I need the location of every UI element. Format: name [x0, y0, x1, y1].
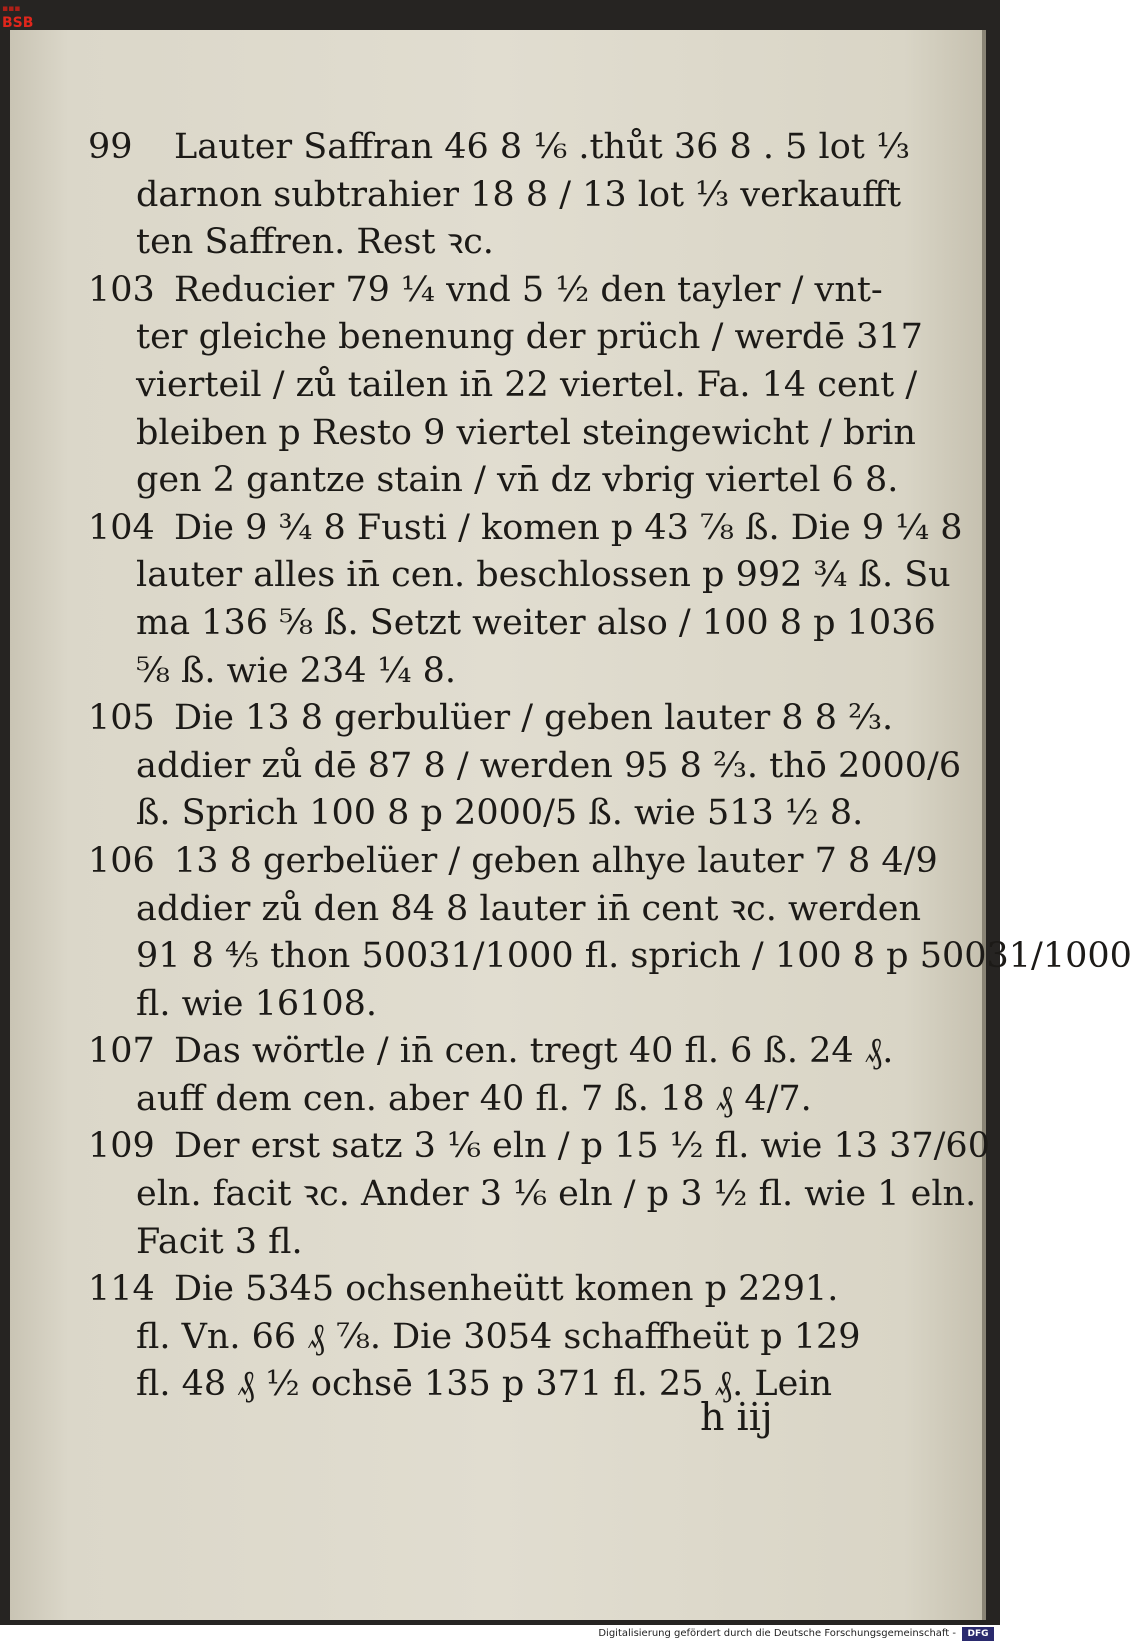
entry-line	[88, 1076, 948, 1124]
entry-text: fl. Vn. 66 ₰ ⅞. Die 3054 schaffheüt p 129	[136, 1316, 861, 1357]
entry-text: ß. Sprich 100 8 p 2000/5 ß. wie 513 ½ 8.	[136, 793, 864, 834]
entry-line	[88, 410, 948, 458]
entry-line	[88, 1219, 948, 1267]
entry-line	[88, 1314, 948, 1362]
entry-number: 105	[88, 698, 155, 739]
entry-line	[88, 1171, 977, 1219]
entry-text: Die 5345 ochsenheütt komen p 2291.	[174, 1269, 839, 1310]
entry-text: Lauter Saffran 46 8 ⅙ .thůt 36 8 . 5 lot ⅓	[174, 127, 910, 167]
entry	[88, 695, 962, 838]
catchword: h iij	[700, 1395, 773, 1439]
entry-text: lauter alles in̄ cen. beschlossen p 992 ¾ ß. Su	[136, 555, 951, 596]
entry-line	[88, 362, 948, 410]
entry-line	[88, 790, 948, 838]
entry-first-line	[88, 124, 948, 172]
entry-line	[88, 743, 962, 791]
entry-line	[88, 172, 948, 220]
footer-credit: Digitalisierung gefördert durch die Deutsche Forschungsgemeinschaft -	[598, 1628, 956, 1639]
entry-text: fl. 48 ₰ ½ ochsē 135 p 371 fl. 25 ₰. Lein	[136, 1364, 833, 1405]
entry-text: Reducier 79 ¼ vnd 5 ½ den tayler / vnt-	[174, 269, 883, 310]
entry-number: 109	[88, 1126, 155, 1167]
entry-line	[88, 981, 948, 1029]
entry-first-line	[88, 695, 948, 743]
entry-number: 104	[88, 507, 155, 548]
entry-text: 13 8 gerbelüer / geben alhye lauter 7 8 4/9	[174, 840, 938, 881]
entry-first-line	[88, 505, 963, 553]
entry-line	[88, 552, 951, 600]
entry-first-line	[88, 267, 948, 315]
entry-text: addier zů den 84 8 lauter in̄ cent ꝛc. werden	[136, 888, 922, 929]
entry-text: Die 13 8 gerbulüer / geben lauter 8 8 ⅔.	[174, 698, 894, 739]
entry-line	[88, 600, 948, 648]
entry-text: ter gleiche benenung der prüch / werdē 317	[136, 317, 923, 358]
entry-line	[88, 457, 948, 505]
entry	[88, 124, 948, 267]
entry	[88, 505, 963, 695]
entry-first-line	[88, 1123, 990, 1171]
entry	[88, 1266, 948, 1409]
bsb-logo-mark: ▪▪▪	[2, 4, 21, 14]
entry-text: Das wörtle / in̄ cen. tregt 40 fl. 6 ß. 24 ₰.	[174, 1031, 894, 1072]
footer-bar	[0, 1625, 1000, 1645]
entry-text: auff dem cen. aber 40 fl. 7 ß. 18 ₰ 4/7.	[136, 1078, 812, 1119]
entry-text: 91 8 ⅘ thon 50031/1000 fl. sprich / 100 8 p 50031/1000	[136, 936, 1132, 977]
entry-number: 107	[88, 1031, 155, 1072]
entry-first-line	[88, 1266, 948, 1314]
entry-line	[88, 648, 948, 696]
entry	[88, 267, 948, 505]
entry-text: vierteil / zů tailen in̄ 22 viertel. Fa. 14 cent /	[136, 364, 918, 405]
entry-text: ma 136 ⅝ ß. Setzt weiter also / 100 8 p 1036	[136, 602, 936, 643]
entry-number: 103	[88, 269, 155, 310]
entry-number: 106	[88, 840, 155, 881]
dfg-logo: DFG	[962, 1627, 994, 1641]
entry-line	[88, 886, 948, 934]
entry-line	[88, 1361, 948, 1409]
entry-line	[88, 314, 948, 362]
entry-text: eln. facit ꝛc. Ander 3 ⅙ eln / p 3 ½ fl. wie 1 eln.	[136, 1174, 977, 1215]
entry-text: bleiben p Resto 9 viertel steingewicht / brin	[136, 412, 916, 453]
entry-text: ten Saffren. Rest ꝛc.	[136, 222, 494, 263]
page-text	[88, 124, 1132, 1409]
entry-text: Facit 3 fl.	[136, 1221, 303, 1262]
entry-text: ⅝ ß. wie 234 ¼ 8.	[136, 650, 457, 691]
entry	[88, 1028, 948, 1123]
entry	[88, 1123, 990, 1266]
entry-first-line	[88, 1028, 948, 1076]
entry-text: addier zů dē 87 8 / werden 95 8 ⅔. thō 2000/6	[136, 745, 962, 786]
entry-line	[88, 219, 948, 267]
entry-number: 114	[88, 1269, 155, 1310]
entry-text: Der erst satz 3 ⅙ eln / p 15 ½ fl. wie 13 37/60	[174, 1126, 990, 1167]
entry-text: Die 9 ¾ 8 Fusti / komen p 43 ⅞ ß. Die 9 ¼ 8	[174, 507, 963, 548]
entry-line	[88, 933, 1132, 981]
entry-first-line	[88, 838, 948, 886]
entry-number: 99	[88, 127, 133, 167]
entry-text: fl. wie 16108.	[136, 983, 378, 1024]
entry	[88, 838, 1132, 1028]
entry-text: darnon subtrahier 18 8 / 13 lot ⅓ verkaufft	[136, 174, 902, 215]
entry-text: gen 2 gantze stain / vn̄ dz vbrig viertel 6 8.	[136, 460, 899, 501]
bsb-logo-text: BSB	[2, 15, 34, 31]
bsb-logo	[2, 2, 40, 32]
